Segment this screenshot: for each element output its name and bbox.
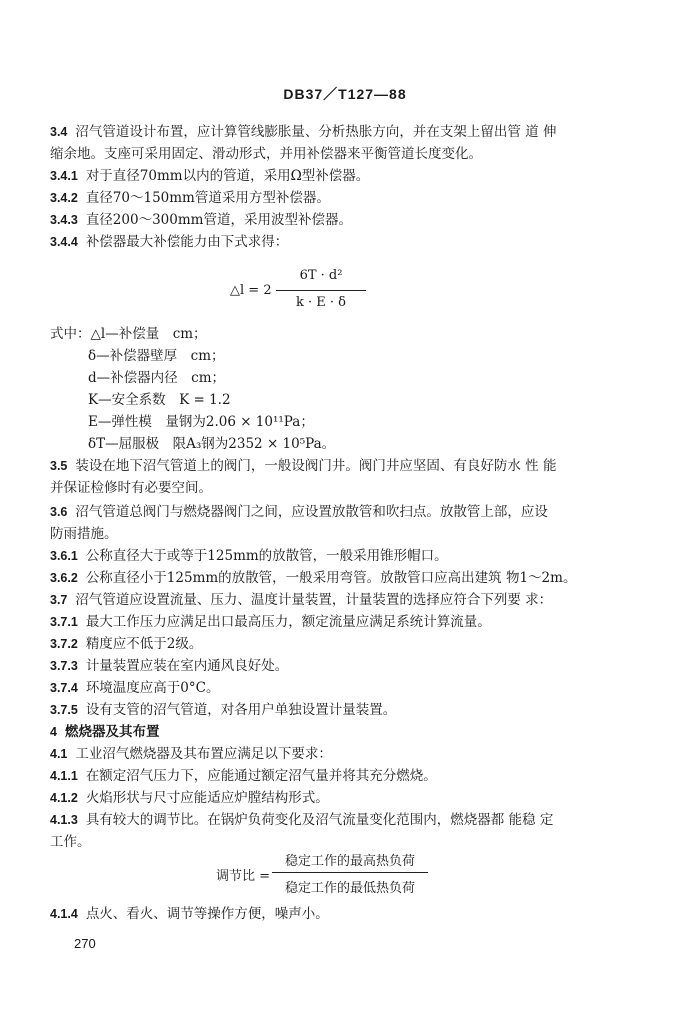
clause-text: 工作。 xyxy=(50,834,91,850)
clause-text: 防雨措施。 xyxy=(50,526,118,542)
clause-4-1-4 xyxy=(50,904,650,924)
clause-text: 直径70～150mm管道采用方型补偿器。 xyxy=(85,190,330,206)
clause-4-1-3-line-1 xyxy=(50,810,650,830)
clause-3-6-line-2 xyxy=(50,524,650,544)
clause-4-1-2 xyxy=(50,788,650,808)
clause-3-4-3 xyxy=(50,210,650,230)
clause-3-4-4 xyxy=(50,232,650,252)
clause-number: 3.7.3 xyxy=(50,659,78,673)
clause-4-1-3-line-2 xyxy=(50,832,650,852)
where-line-4 xyxy=(88,390,688,410)
clause-number: 3.6 xyxy=(50,505,68,519)
where-line-3 xyxy=(88,368,688,388)
formula-numerator: 稳定工作的最高热负荷 xyxy=(284,854,415,869)
clause-text: 装设在地下沼气管道上的阀门，一般设阀门井。阀门井应坚固、有良好防水 性 能 xyxy=(75,458,557,474)
clause-text: 在额定沼气压力下，应能通过额定沼气量并将其充分燃烧。 xyxy=(85,768,437,784)
clause-number: 4.1.3 xyxy=(50,813,78,827)
page-number: 270 xyxy=(74,936,96,951)
clause-text: 缩余地。支座可采用固定、滑动形式，并用补偿器来平衡管道长度变化。 xyxy=(50,146,482,162)
clause-text: 并保证检修时有必要空间。 xyxy=(50,480,212,496)
clause-text: 设有支管的沼气管道，对各用户单独设置计量装置。 xyxy=(85,702,397,718)
clause-text: 具有较大的调节比。在锅炉负荷变化及沼气流量变化范围内，燃烧器都 能稳 定 xyxy=(85,812,554,828)
formula-numerator: 6T · d² xyxy=(299,268,343,283)
clause-number: 4.1 xyxy=(50,747,68,761)
variable-definition: δT—屈服极 限A₃钢为2352 × 10⁵Pa。 xyxy=(88,436,336,452)
clause-number: 3.6.1 xyxy=(50,549,78,563)
where-line-5 xyxy=(88,412,688,432)
section-title: 燃烧器及其布置 xyxy=(64,724,160,740)
formula-denominator: k · E · δ xyxy=(296,295,346,310)
clause-text: 火焰形状与尺寸应能适应炉膛结构形式。 xyxy=(85,790,329,806)
clause-text: 计量装置应装在室内通风良好处。 xyxy=(85,658,289,674)
clause-3-7-4 xyxy=(50,678,650,698)
variable-definition: d—补偿器内径 cm； xyxy=(88,370,226,386)
clause-3-5-line-2 xyxy=(50,478,650,498)
variable-definition: E—弹性模 量钢为2.06 × 10¹¹Pa； xyxy=(88,414,314,430)
clause-number: 3.7.1 xyxy=(50,615,78,629)
clause-text: 补偿器最大补偿能力由下式求得： xyxy=(85,234,289,250)
clause-number: 3.7.5 xyxy=(50,703,78,717)
variable-definition: δ—补偿器壁厚 cm； xyxy=(88,348,225,364)
clause-number: 3.4 xyxy=(50,125,68,139)
clause-number: 3.7.2 xyxy=(50,637,78,651)
clause-text: 对于直径70mm以内的管道，采用Ω型补偿器。 xyxy=(85,168,370,184)
fraction-bar xyxy=(276,290,366,291)
where-line-1 xyxy=(50,324,650,344)
clause-4-1 xyxy=(50,744,650,764)
formula-lhs: 调节比 = xyxy=(216,869,271,884)
where-line-6 xyxy=(88,434,688,454)
clause-text: 最大工作压力应满足出口最高压力，额定流量应满足系统计算流量。 xyxy=(85,614,491,630)
clause-text: 工业沼气燃烧器及其布置应满足以下要求： xyxy=(75,746,332,762)
clause-number: 3.6.2 xyxy=(50,571,78,585)
clause-text: 沼气管道设计布置，应计算管线膨胀量、分析热胀方向，并在支架上留出管 道 伸 xyxy=(75,124,557,140)
clause-number: 4.1.2 xyxy=(50,791,78,805)
clause-4-1-1 xyxy=(50,766,650,786)
clause-number: 3.4.3 xyxy=(50,213,78,227)
clause-text: 沼气管道应设置流量、压力、温度计量装置，计量装置的选择应符合下列要 求： xyxy=(75,592,553,608)
clause-text: 点火、看火、调节等操作方便，噪声小。 xyxy=(85,906,329,922)
clause-number: 3.4.2 xyxy=(50,191,78,205)
clause-3-7-5 xyxy=(50,700,650,720)
clause-3-6-1 xyxy=(50,546,650,566)
clause-3-7-2 xyxy=(50,634,650,654)
clause-3-7 xyxy=(50,590,650,610)
clause-3-4-2 xyxy=(50,188,650,208)
clause-3-4-line-2 xyxy=(50,144,650,164)
where-intro: 式中： xyxy=(50,326,91,342)
clause-3-4-1 xyxy=(50,166,650,186)
section-number: 4 xyxy=(50,725,57,739)
clause-3-5-line-1 xyxy=(50,456,650,476)
section-4-heading xyxy=(50,722,650,742)
variable-definition: △l—补偿量 cm； xyxy=(90,326,207,342)
clause-number: 3.7.4 xyxy=(50,681,78,695)
formula-denominator: 稳定工作的最低热负荷 xyxy=(284,881,415,896)
clause-text: 公称直径大于或等于125mm的放散管，一般采用锥形帽口。 xyxy=(85,548,448,564)
clause-number: 3.4.1 xyxy=(50,169,78,183)
clause-number: 3.7 xyxy=(50,593,68,607)
clause-number: 3.4.4 xyxy=(50,235,78,249)
formula-lhs: △l = 2 xyxy=(230,283,272,298)
variable-definition: K—安全系数 K = 1.2 xyxy=(88,392,231,408)
clause-number: 3.5 xyxy=(50,459,68,473)
fraction-bar xyxy=(272,872,428,873)
where-line-2 xyxy=(88,346,688,366)
clause-3-7-1 xyxy=(50,612,650,632)
clause-text: 精度应不低于2级。 xyxy=(85,636,203,652)
clause-number: 4.1.4 xyxy=(50,907,78,921)
clause-text: 公称直径小于125mm的放散管，一般采用弯管。放散管口应高出建筑 物1～2m。 xyxy=(85,570,577,586)
clause-3-4-line-1 xyxy=(50,122,650,142)
standard-code-header: DB37／T127—88 xyxy=(283,86,407,102)
clause-number: 4.1.1 xyxy=(50,769,78,783)
clause-text: 环境温度应高于0°C。 xyxy=(85,680,220,696)
clause-text: 直径200～300mm管道，采用波型补偿器。 xyxy=(85,212,352,228)
clause-text: 沼气管道总阀门与燃烧器阀门之间，应设置放散管和吹扫点。放散管上部，应设 xyxy=(75,504,548,520)
clause-3-6-line-1 xyxy=(50,502,650,522)
clause-3-7-3 xyxy=(50,656,650,676)
clause-3-6-2 xyxy=(50,568,650,588)
